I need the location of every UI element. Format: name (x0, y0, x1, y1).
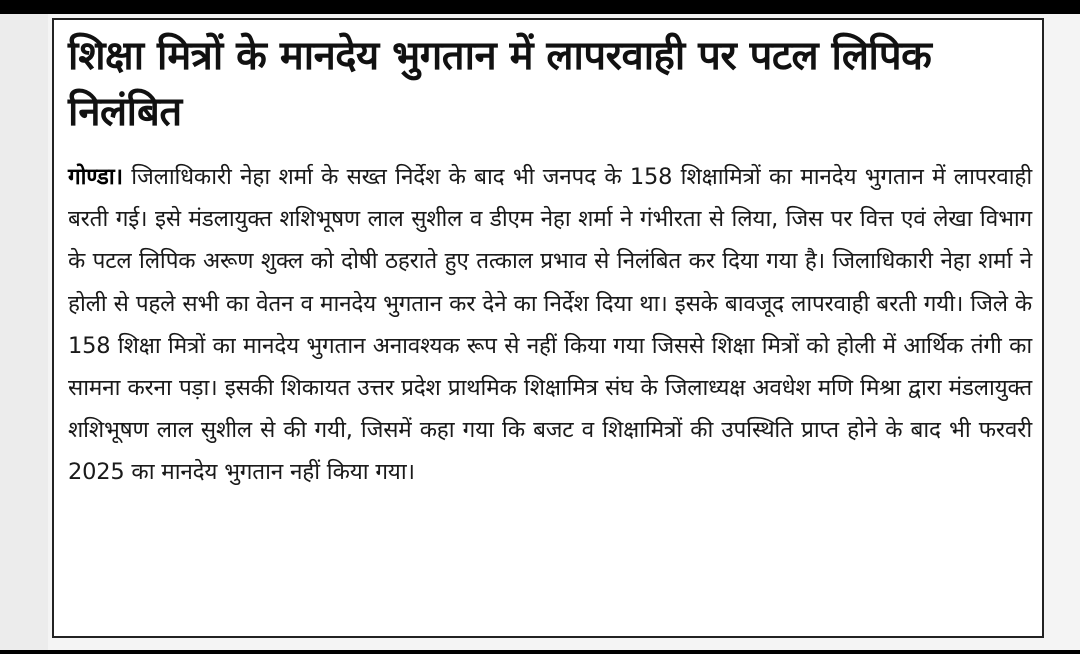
article-headline: शिक्षा मित्रों के मानदेय भुगतान में लापरवाही पर पटल लिपिक निलंबित (68, 33, 932, 135)
article-dateline: गोण्डा। (68, 164, 123, 190)
screenshot-frame (0, 14, 1080, 650)
article-body (68, 156, 1032, 494)
news-clipping (52, 18, 1044, 638)
left-margin-strip (0, 14, 48, 650)
article-body-text: जिलाधिकारी नेहा शर्मा के सख्त निर्देश के बाद भी जनपद के 158 शिक्षामित्रों का मानदेय भुगतान में लापरवाही बरती गई। इसे मंडलायुक्त शशिभूषण लाल सुशील व डीएम नेहा शर्मा ने गंभीरता से लिया, जिस पर वित्त एवं लेखा विभाग के पटल लिपिक अरूण शुक्ल को दोषी ठहराते हुए तत्काल प्रभाव से निलंबित कर दिया गया है। जिलाधिकारी नेहा शर्मा ने होली से पहले सभी का वेतन व मानदेय भुगतान कर देने का निर्देश दिया था। इसके बावजूद लापरवाही बरती गयी। जिले के 158 शिक्षा मित्रों का मानदेय भुगतान अनावश्यक रूप से नहीं किया गया जिससे शिक्षा मित्रों को होली में आर्थिक तंगी का सामना करना पड़ा। इसकी शिकायत उत्तर प्रदेश प्राथमिक शिक्षामित्र संघ के जिलाध्यक्ष अवधेश मणि मिश्रा द्वारा मंडलायुक्त शशिभूषण लाल सुशील से की गयी, जिसमें कहा गया कि बजट व शिक्षामित्रों की उपस्थिति प्राप्त होने के बाद भी फरवरी 2025 का मानदेय भुगतान नहीं किया गया। (68, 164, 1032, 486)
